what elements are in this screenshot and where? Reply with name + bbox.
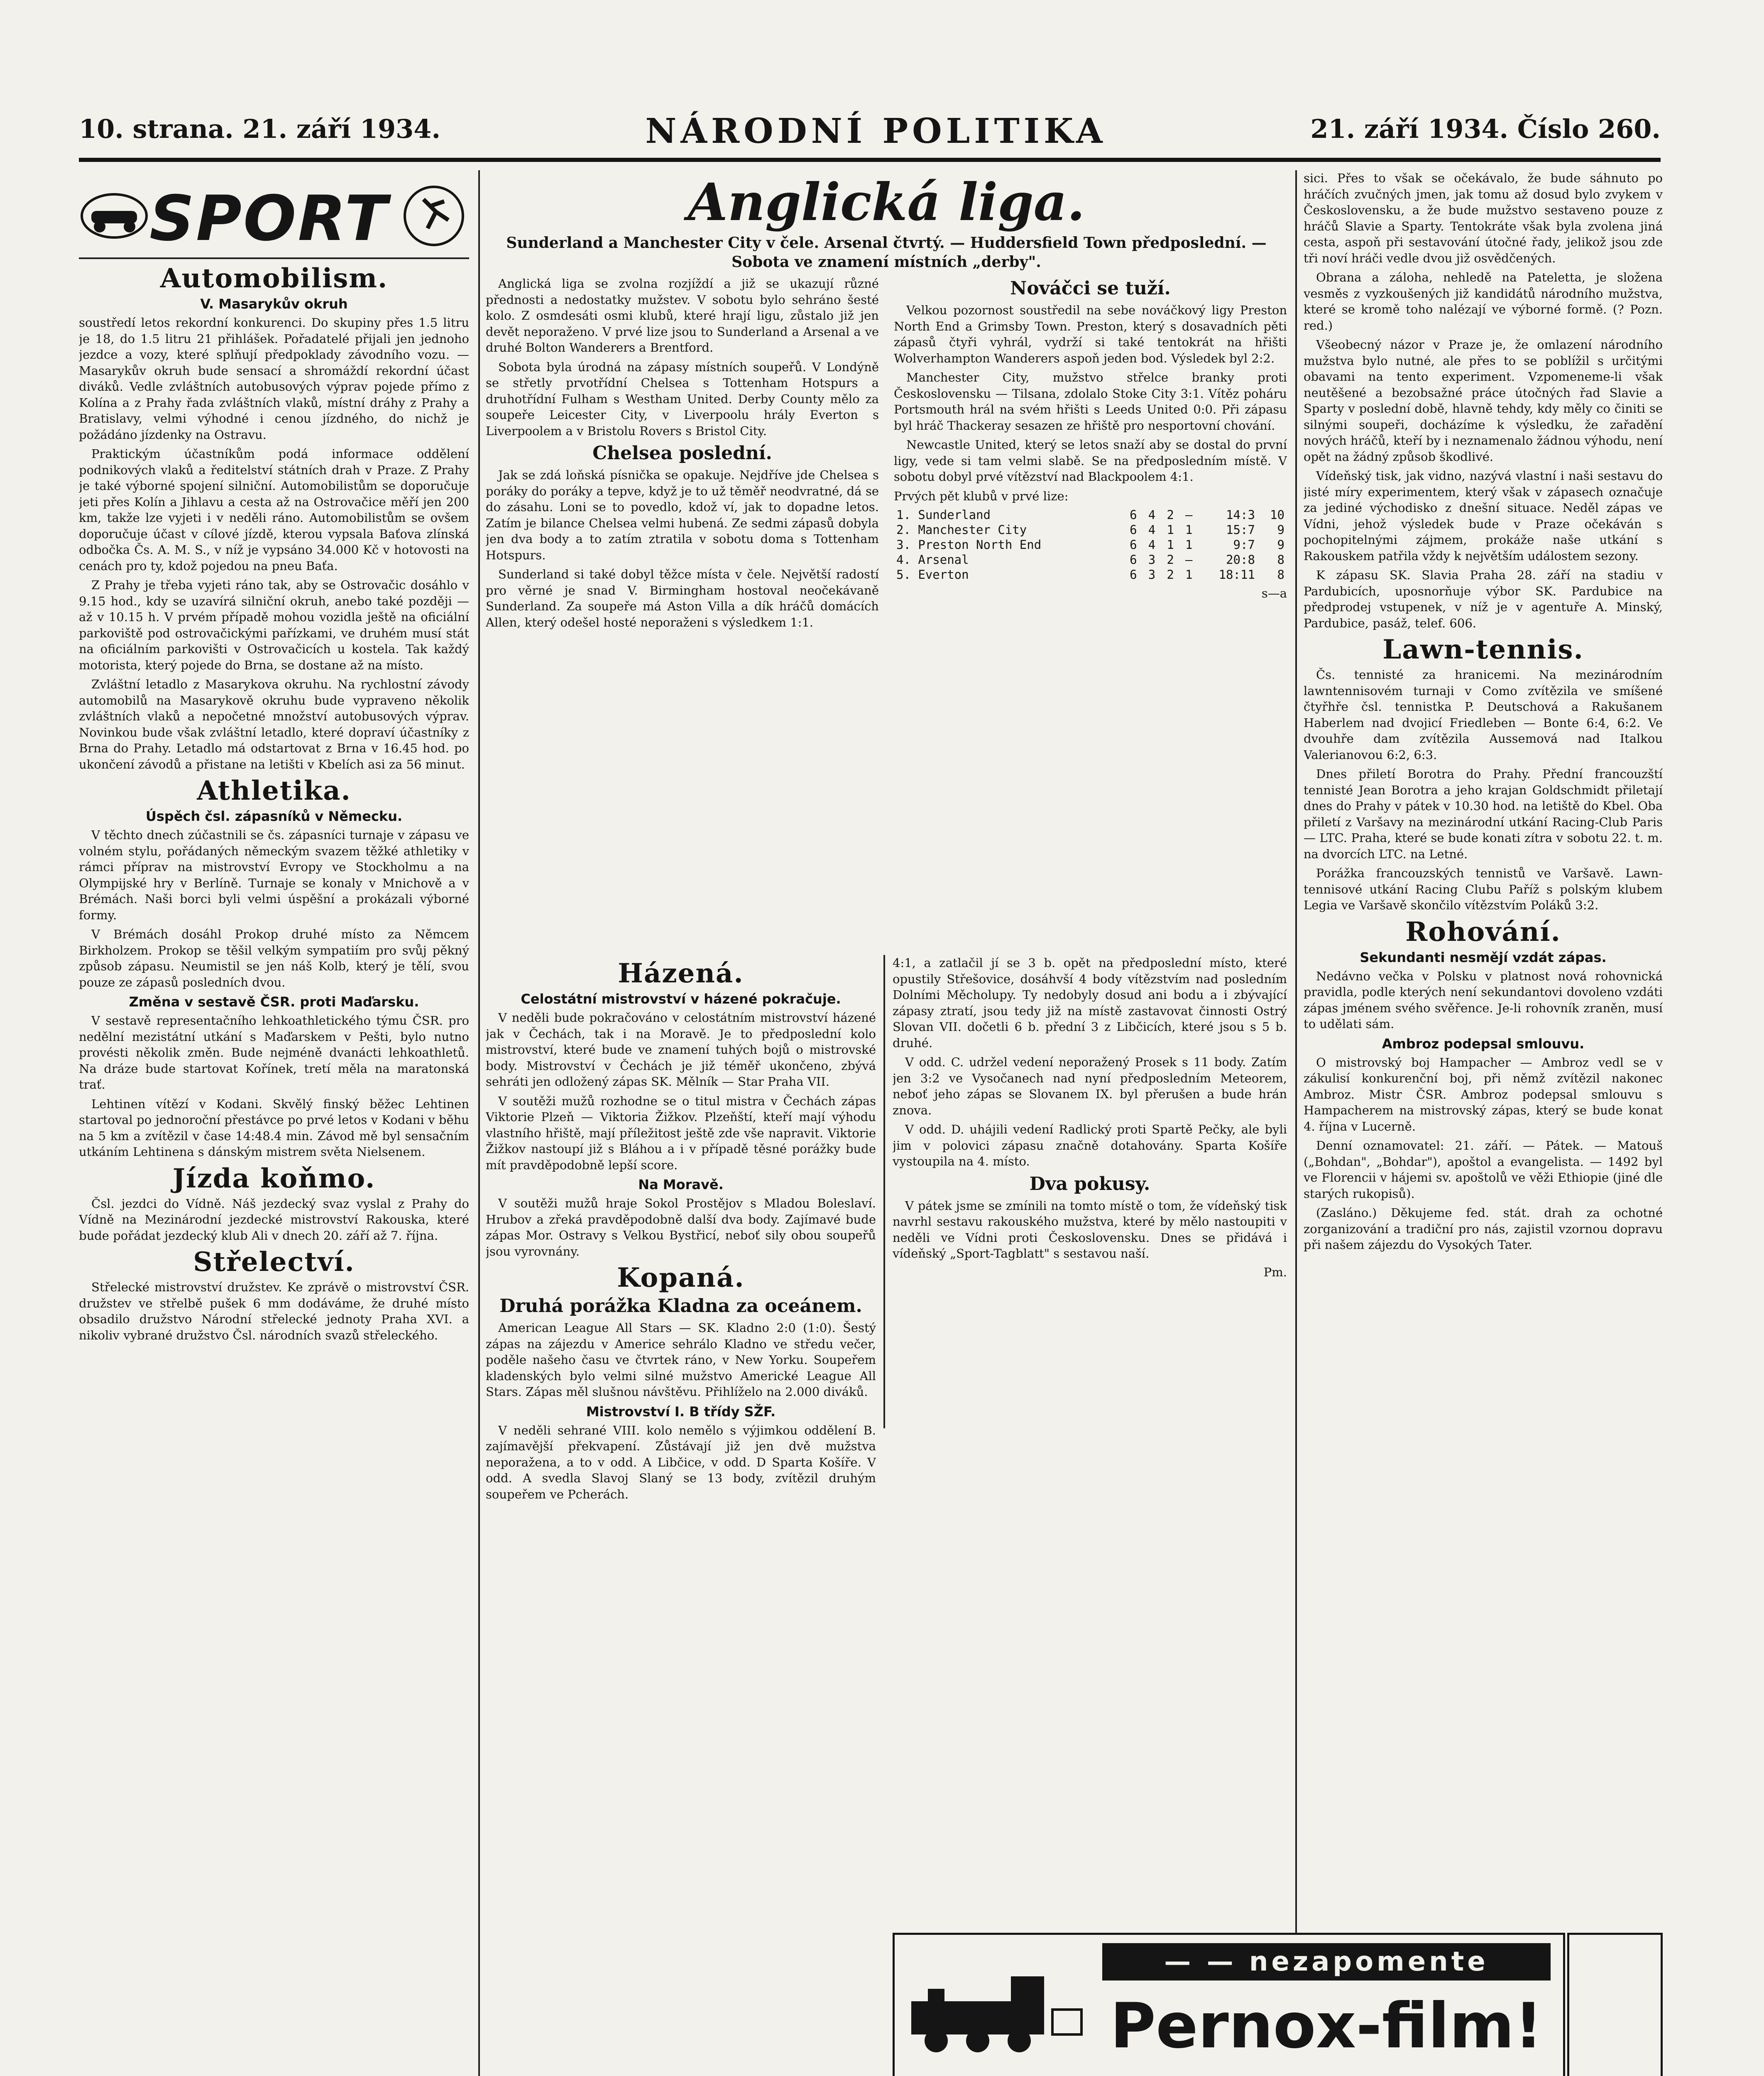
article-paragraph: sici. Přes to však se očekávalo, že bude sáhnuto po hráčích zvučných jmen, jak tomu až dosud bylo zvykem v Československu, a že bude mužstvo sestaveno pouze z hráčů Slavie a Sparty. Tentokráte však byla zvolena jiná cesta, aspoň při sestavování útočné řady, jelikož jsou zde tři noví hráči vedle dvou již osvědčených. (1304, 171, 1663, 265)
table-row (894, 567, 1287, 582)
author-signature: s—a (1261, 586, 1287, 600)
table-cell: 4 (1148, 523, 1156, 537)
column-divider (883, 955, 885, 1428)
article-paragraph: V Brémách dosáhl Prokop druhé místo za Němcem Birkholzem. Prokop se těšil velkým sympatiím pro svůj pěkný způsob zápasu. Neumistil se jen náš Kolb, který je tělí, svou pouze ze zápasů posledních dvou. (79, 927, 469, 989)
article-heading: Celostátní mistrovství v házené pokračuje. (521, 991, 841, 1007)
article-paragraph: (Zasláno.) Děkujeme fed. stát. drah za ochotné zorganizování a tradiční pro nás, zajistil vzornou dopravu při našem zájezdu do Vysokých Tater. (1304, 1206, 1663, 1252)
article-paragraph: Střelecké mistrovství družstev. Ke zprávě o mistrovství ČSR. družstev ve střelbě pušek 6 mm dodáváme, že druhé místo obsadilo družstvo Národní střelecké jednoty Praha XVI. a nikoliv vybrané družstvo Čsl. národních svazů střeleckého. (79, 1280, 469, 1342)
article-paragraph: Nedávno večka v Polsku v platnost nová rohovnická pravidla, podle kterých není sekundantovi dovoleno vzdáti zápas jménem svého svěřence. Je-li rohovník zraněn, musí to udělati sám. (1304, 969, 1663, 1031)
table-cell: 2 (1167, 508, 1174, 522)
ad-pernox-brand: Pernox-film! (1110, 1990, 1543, 2062)
article-heading: Nováčci se tuží. (1010, 278, 1171, 299)
table-cell: 15:7 (1226, 523, 1255, 537)
ad-pernox-slogan: — — nezapomente (1102, 1943, 1551, 1981)
article-heading: Chelsea poslední. (592, 443, 772, 464)
table-cell: 1 (1167, 538, 1174, 552)
article-paragraph: Z Prahy je třeba vyjeti ráno tak, aby se Ostrovačic dosáhlo v 9.15 hod., kdy se uzavírá silniční okruh, anebo také později — až v 10.15 h. V prvém případě mohou vozidla ještě na oficiální parkoviště pod ostrovačickými pařízkami, ve druhém musí stát na oficiálním parkovišti v Ostrovačicích u kostela. Tak každý motorista, který pojede do Brna, se dostane až na místo. (79, 578, 469, 672)
table-cell: 2 (1167, 553, 1174, 567)
article-paragraph: Vídeňský tisk, jak vidno, nazývá vlastní i naši sestavu do jisté míry experimentem, který však v zápasech označuje za jediné východisko z dnešní situace. Neděl zápas ve Vídni, jehož výsledek bude v Praze očekáván s pochopitelnými zájmem, prokáže naše utkání s Rakouskem patřila vždy k největším událostem sezony. (1304, 469, 1663, 563)
article-paragraph: V pátek jsme se zmínili na tomto místě o tom, že vídeňský tisk navrhl sestavu rakouského mužstva, které by mělo nastoupiti v neděli ve Vídni proti Československu. Dnes se přidává i vídeňský „Sport-Tagblatt" s sestavou naší. (893, 1198, 1287, 1261)
article-paragraph: Praktickým účastníkům podá informace oddělení podnikových vlaků a ředitelství státních drah v Praze. Z Prahy je také výborné spojení silniční. Automobilistům se doporučuje jeti přes Kolín a Jihlavu a cesta až na Ostrovačice měří jen 200 km, takže lze vyjeti i v neděli ráno. Automobilistům se ovšem doporučuje účast v cílové jízdě, kterou vypsala Baťova zlínská odbočka Čs. A. M. S., v níž je vypsáno 34.000 Kč v hotovosti na cenách pro ty, kdož pojedou na pneu Baťa. (79, 447, 469, 573)
table-cell: — (1185, 508, 1193, 522)
article-paragraph: V sestavě representačního lehkoathletického týmu ČSR. pro nedělní mezistátní utkání s Maďarskem v Pešti, bylo nutno provésti několik změn. Bude nejméně dvanácti lehkoathletů. Na dráze bude startovat Kořínek, tretí měla na maratonská trať. (79, 1014, 469, 1092)
table-cell: 1. Sunderland (896, 508, 991, 522)
article-paragraph: Anglická liga se zvolna rozjíždí a již se ukazují různé přednosti a nedostatky mužstev. V sobotu bylo sehráno šesté kolo. Z osmdesáti osmi klubů, které hrají ligu, zůstalo již jen devět neporaženo. V prvé lize jsou to Sunderland a Arsenal a ve druhé Bolton Wanderers a Brentford. (486, 277, 879, 355)
article-heading: Změna v sestavě ČSR. proti Maďarsku. (129, 994, 419, 1010)
article-paragraph: V neděli sehrané VIII. kolo nemělo s výjimkou oddělení B. zajímavější překvapení. Zůstávají již jen dvě mužstva neporažena, a to v odd. A Libčice, v odd. D Sparta Košíře. V odd. A svedla Slavoj Slaný se 13 body, zvítězil druhým soupeřem ve Pcherách. (486, 1423, 876, 1501)
table-cell: 4 (1148, 538, 1156, 552)
two-column-body (486, 276, 1287, 634)
article-paragraph: Sunderland si také dobyl těžce místa v čele. Největší radostí pro věrné je snad V. Birmingham hostoval neočekávaně Sunderland. Za soupeře má Aston Villa a dík hráčů domácích Allen, který odešel hosté neporaženi s výsledkem 1:1. (486, 567, 879, 629)
article-paragraph: Zvláštní letadlo z Masarykova okruhu. Na rychlostní závody automobilů na Masarykově okruhu bude vypraveno několik zvláštních vlaků a nepočetné množství autobusových výprav. Novinkou bude však zvláštní letadlo, které dopraví účastníky z Brna do Prahy. Letadlo má odstartovat z Brna v 16.45 hod. po ukončení závodů a přistane na letišti v Kbelích asi za 56 minut. (79, 677, 469, 771)
table-cell: 1 (1185, 568, 1193, 582)
article-paragraph: Čs. tennisté za hranicemi. Na mezinárodním lawntennisovém turnaji v Como zvítězila ve smíšené čtyřhře čsl. tennistka P. Deutschová a Rakušanem Haberlem nad dvojicí Friedleben — Bonte 6:4, 6:2. Ve dvouhře dam zvítězila Aussemová nad Italkou Valerianovou 6:2, 6:3. (1304, 668, 1663, 762)
article-paragraph: O mistrovský boj Hampacher — Ambroz vedl se v zákulisí konkurenční boj, při němž zvítězil nakonec Ambroz. Mistr ČSR. Ambroz podepsal smlouvu s Hampacherem na mistrovský zápas, který se bude konat 4. října v Lucerně. (1304, 1055, 1663, 1133)
article-heading: Na Moravě. (638, 1177, 724, 1192)
table-cell: 10 (1270, 508, 1284, 522)
page-date-right: 21. září 1934. Číslo 260. (1310, 114, 1661, 144)
section-heading: Athletika. (197, 775, 351, 806)
league-table (894, 507, 1287, 582)
article-paragraph: Velkou pozornost soustředil na sebe nováčkový ligy Preston North End a Grimsby Town. Preston, který s dosavadních pěti zápasů čtyři vyhrál, vydrží si také tentokrát na hřišti Wolverhampton Wanderers aspoň jeden bod. Výsledek byl 2:2. (894, 303, 1287, 365)
article-paragraph: V soutěži mužů rozhodne se o titul mistra v Čechách zápas Viktorie Plzeň — Viktoria Žižkov. Plzeňští, kteří mají výhodu vlastního hřiště, mají příležitost ještě zde vše napravit. Viktorie Žižkov nastoupí již s Bláhou a i v případě těsné porážky bude mít pravděpodobně lepší score. (486, 1094, 876, 1172)
article-paragraph: Dnes přiletí Borotra do Prahy. Přední francouzští tennisté Jean Borotra a jeho krajan Goldschmidt přiletají dnes do Prahy v pátek v 10.30 hod. na letiště do Kbel. Oba přiletí z Varšavy na mezinárodní utkání Racing-Club Paris — LTC. Praha, které se bude konati zítra v sobotu 22. t. m. na dvorcích LTC. na Letné. (1304, 767, 1663, 861)
article-subtitle: Sunderland a Manchester City v čele. Arsenal čtvrtý. — Huddersfield Town předposlední. — Sobota ve znamení místních „derby". (506, 234, 1267, 271)
column-divider (1295, 170, 1297, 2076)
table-cell: 6 (1130, 553, 1137, 567)
section-heading: Lawn-tennis. (1382, 634, 1584, 665)
table-cell: 3 (1148, 553, 1156, 567)
article-heading: Úspěch čsl. zápasníků v Německu. (145, 808, 403, 824)
table-cell: — (1185, 553, 1193, 567)
article-heading: Sekundanti nesmějí vzdát zápas. (1360, 949, 1607, 965)
table-cell: 2. Manchester City (896, 523, 1027, 537)
page-date-left: 10. strana. 21. září 1934. (79, 114, 441, 144)
table-cell: 1 (1185, 523, 1193, 537)
table-cell: 5. Everton (896, 568, 969, 582)
article-paragraph: soustředí letos rekordní konkurenci. Do skupiny přes 1.5 litru je 18, do 1.5 litru 21 přihlášek. Pořadatelé přijali jen jednoho jezdce a vozy, které splňují předpoklady závodního vozu. — Masarykův okruh bude sensací a shromáždí rekordní účast diváků. Vedle zvláštních autobusových výprav pojede přímo z Kolína a z Prahy řada zvláštních vlaků, místní dráhy z Prahy a Bratislavy, velmi výhodné i cenou jízdného, do nichž je požádáno jízdenky na Ostravu. (79, 316, 469, 442)
table-cell: 1 (1167, 523, 1174, 537)
table-cell: 4. Arsenal (896, 553, 969, 567)
article-heading: V. Masarykův okruh (200, 296, 348, 312)
sport-banner (79, 170, 469, 259)
article-paragraph: Lehtinen vítězí v Kodani. Skvělý finský běžec Lehtinen startoval po jednoroční přestávce po prvé letos v Kodani v běhu na 5 km a zvítězil v čase 14:48.4 min. Závod mě byl sensačním utkáním Lehtinena s dánským mistrem světa Nielsenem. (79, 1097, 469, 1159)
article-title: Anglická liga. (687, 172, 1085, 233)
section-heading: Rohování. (1405, 916, 1561, 947)
table-cell: 20:8 (1226, 553, 1255, 567)
table-cell: 3 (1148, 568, 1156, 582)
article-paragraph: V odd. D. uhájili vedení Radlický proti Spartě Pečky, ale byli jim v polovici zápasu značně dotahovány. Sparta Košíře vystoupila na 4. místo. (893, 1122, 1287, 1168)
table-cell: 9:7 (1233, 538, 1255, 552)
section-heading: Jízda koňmo. (172, 1163, 376, 1194)
table-cell: 1 (1185, 538, 1193, 552)
article-paragraph: 4:1, a zatlačil jí se 3 b. opět na předposlední místo, které opustily Střešovice, dosáhvší 4 body vítězstvím nad posledním Dolními Měcholupy. Ty nedobyly dosud ani bodu a i zbývající zápasy ztratí, jsou tedy již na místě zastavovat činnosti Ostrý Slovan VII. dočetli 6 b. přední 3 z Libčicích, které jsou s 5 b. druhé. (893, 956, 1287, 1050)
section-heading: Kopaná. (617, 1262, 745, 1293)
article-paragraph: Denní oznamovatel: 21. září. — Pátek. — Matouš („Bohdan", „Bohdar"), apoštol a evangelista. — 1492 byl ve Florencii v hájemi sv. apoštolů ve věži Ethiopie (jiné dle starých rukopisů). (1304, 1138, 1663, 1201)
column-english-league (486, 170, 1287, 951)
masthead (79, 111, 1661, 162)
newspaper-title: NÁRODNÍ POLITIKA (645, 111, 1107, 151)
table-cell: 8 (1277, 568, 1284, 582)
table-cell: 4 (1148, 508, 1156, 522)
article-paragraph: Newcastle United, který se letos snaží aby se dostal do první ligy, vede si tam velmi slabě. Se na předposledním místě. V sobotu dobyl prvé vítězství nad Blackpoolem 4:1. (894, 438, 1287, 484)
column-sport (79, 170, 469, 2076)
ad-pernox (893, 1933, 1565, 2076)
article-paragraph: Porážka francouzských tennistů ve Varšavě. Lawn-tennisové utkání Racing Clubu Paříž s polským klubem Legia ve Varšavě skončilo vítězstvím Poláků 3:2. (1304, 866, 1663, 912)
column-divider (478, 170, 480, 2076)
table-cell: 9 (1277, 523, 1284, 537)
runner-emblem-icon (399, 183, 469, 249)
article-paragraph: V odd. C. udržel vedení neporažený Prosek s 11 body. Zatím jen 3:2 ve Vysočanech nad nyní předposledním Meteorem, neboť jeho zápas se Slovanem IX. byl přerušen a bude hrán znova. (893, 1055, 1287, 1117)
sport-section-title: SPORT (149, 183, 389, 255)
article-paragraph: American League All Stars — SK. Kladno 2:0 (1:0). Šestý zápas na zájezdu v Americe sehrálo Kladno ve středu večer, poděle našeho času ve čtvrtek ráno, v New Yorku. Soupeřem kladenských bylo velmi silné mužstvo Americké League All Stars. Zápas měl slušnou návštěvu. Přihlíželo na 2.000 diváků. (486, 1321, 876, 1399)
train-illustration-icon (903, 1951, 1086, 2059)
table-caption: Prvých pět klubů v prvé lize: (894, 489, 1069, 503)
table-cell: 9 (1277, 538, 1284, 552)
table-cell: 3. Preston North End (896, 538, 1042, 552)
article-heading: Druhá porážka Kladna za oceánem. (499, 1295, 862, 1317)
article-heading: Dva pokusy. (1029, 1173, 1150, 1195)
table-row (894, 552, 1287, 567)
column-football-lawn-boxing (1304, 170, 1663, 1810)
article-paragraph: Manchester City, mužstvo střelce branky proti Československu — Tilsana, zdolalo Stoke City 3:1. Vítěz poháru Portsmouth hrál na svém hřišti s Leeds United 0:0. Při zápasu byl hráč Thackeray sesazen ze hřiště pro nesportovní chování. (894, 370, 1287, 433)
section-heading: Střelectví. (193, 1246, 355, 1278)
article-paragraph: V těchto dnech zúčastnili se čs. zápasníci turnaje v zápasu ve volném stylu, pořádaných německým svazem těžké athletiky v rámci příprav na mistrovství Evropy ve Stockholmu a na Olympijské hry v Berlíně. Turnaje se konaly v Mnichově a v Brémách. Naši borci byli velmi úspěšní a prokázali výborné formy. (79, 828, 469, 922)
article-paragraph: Jak se zdá loňská písnička se opakuje. Nejdříve jde Chelsea s poráky do poráky a tepve, když je to už těměř neodvratné, dá se do zásahu. Loni se to povedlo, kdož ví, jak to dopadne letos. Zatím je bilance Chelsea velmi hubená. Ze sedmi zápasů dobyla jen dva body a to zatím ztratila v sobotu doma s Tottenham Hotspurs. (486, 468, 879, 562)
article-paragraph: Obrana a záloha, nehledě na Pateletta, je složena vesměs z vyzkoušených již kandidátů národního mužstva, které se kromě toho nalézají ve výborné formě. (? Pozn. red.) (1304, 270, 1663, 333)
table-cell: 6 (1130, 508, 1137, 522)
racing-car-icon (79, 187, 149, 245)
table-cell: 14:3 (1226, 508, 1255, 522)
table-cell: 2 (1167, 568, 1174, 582)
author-signature: Pm. (1263, 1265, 1287, 1279)
article-paragraph: V soutěži mužů hraje Sokol Prostějov s Mladou Boleslaví. Hrubov a zřeká pravděpodobně další dva body. Zajímavé bude zápas Mor. Ostravy s Velkou Bystřicí, neboť sily obou soupeřů jsou vyrovnány. (486, 1196, 876, 1258)
article-paragraph: K zápasu SK. Slavia Praha 28. září na stadiu v Pardubicích, uposnorňuje výbor SK. Pardubice na předprodej vstupenek, v níž je v agentuře A. Minský, Pardubice, pasáž, telef. 606. (1304, 568, 1663, 630)
article-paragraph: Všeobecný názor v Praze je, že omlazení národního mužstva bylo nutné, ale přes to se poblížil s určitými obavami na tento experiment. Vzpomeneme-li však neutěšené a bezobsažné práce útočných řad Slavie a Sparty v poslední době, hlavně tehdy, kdy měly co činiti se silnými soupeři, docházíme k výsledku, že zařadění nových hráčů, kteří by i neznamenalo žádnou výhodu, není opět na žádný způsob škodlivé. (1304, 338, 1663, 464)
column-football-results (893, 955, 1287, 1428)
table-cell: 6 (1130, 568, 1137, 582)
column-hazena-kopana (486, 955, 876, 2076)
table-row (894, 537, 1287, 552)
table-cell: 8 (1277, 553, 1284, 567)
table-cell: 6 (1130, 538, 1137, 552)
table-row (894, 507, 1287, 522)
ad-side-label (1567, 1933, 1663, 2076)
table-cell: 6 (1130, 523, 1137, 537)
table-row (894, 522, 1287, 537)
section-heading: Házená. (618, 958, 744, 989)
article-heading: Mistrovství I. B třídy SŽF. (586, 1403, 776, 1420)
table-cell: 18:11 (1218, 568, 1255, 582)
article-paragraph: V neděli bude pokračováno v celostátním mistrovství házené jak v Čechách, tak i na Moravě. Je to předposlední kolo mistrovství, které bude ve znamení tuhých bojů o mistrovské body. Mistrovství v Čechách je již téměř ukončeno, zbývá sehráti jen odložený zápas SK. Mělník — Star Praha VII. (486, 1011, 876, 1089)
article-paragraph: Sobota byla úrodná na zápasy místních soupeřů. V Londýně se střetly prvotřídní Chelsea s Tottenham Hotspurs a druhotřídní Fulham s Westham United. Derby County mělo za soupeře Leicester City, v Liverpoolu hrály Everton s Liverpoolem a v Bristolu Rovers s Bristol City. (486, 360, 879, 438)
article-heading: Ambroz podepsal smlouvu. (1382, 1036, 1585, 1052)
section-heading: Automobilism. (160, 263, 388, 294)
article-paragraph: Čsl. jezdci do Vídně. Náš jezdecký svaz vyslal z Prahy do Vídně na Mezinárodní jezdecké mistrovství Rakouska, které bude pořádat jezdecký klub Ali v dnech 20. září až 7. října. (79, 1196, 469, 1243)
